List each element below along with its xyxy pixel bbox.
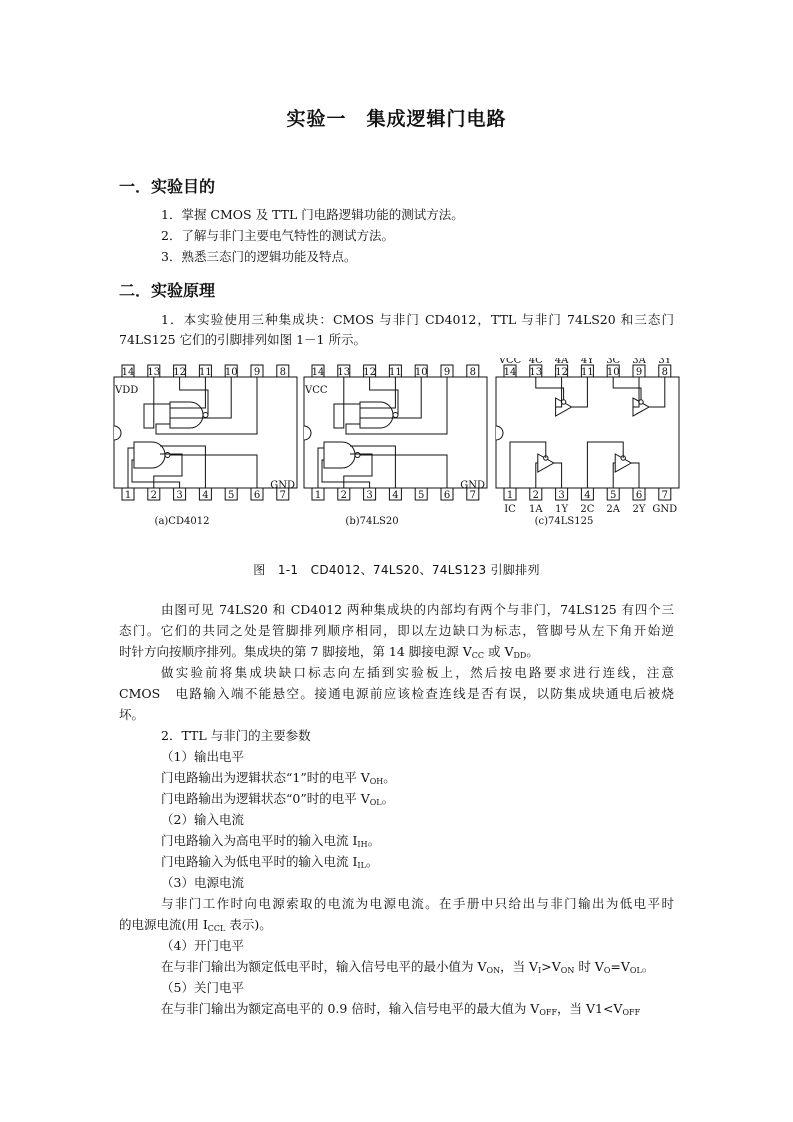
page-title: 实验一 集成逻辑门电路: [286, 108, 507, 130]
pin-number: 8: [469, 367, 476, 378]
pin-number: 13: [147, 367, 161, 378]
subscript-ol: OL: [629, 966, 642, 975]
param2-line-b: [161, 854, 378, 870]
inversion-bubble: [203, 413, 208, 418]
para2-line-3: 坏。: [119, 707, 145, 722]
pin-number: 7: [661, 490, 668, 501]
subscript-ih: IH: [357, 840, 368, 849]
wire: [572, 377, 588, 407]
subscript-ol: OL: [369, 798, 382, 807]
pin-label: 4C: [528, 358, 543, 366]
wire: [536, 377, 564, 400]
subscript-off: OFF: [539, 1008, 557, 1017]
para1-line-3-end: 。: [526, 644, 539, 659]
subscript-dd: DD: [513, 651, 527, 660]
param3-l2-end: 表示)。: [225, 917, 272, 932]
pin-number: 10: [606, 367, 620, 378]
subscript-i: I: [538, 966, 542, 975]
pin-number: 1: [506, 490, 514, 501]
supply-label: VDD: [115, 385, 139, 396]
pin-number: 3: [176, 490, 183, 501]
pin-number: 10: [224, 367, 238, 378]
para2-line-2: CMOS 电路输入端不能悬空。接通电源前应该检查连线是否有误，以防集成块通电后被烧: [119, 686, 674, 701]
subscript-ccl: CCL: [207, 924, 226, 933]
param1-title: （1）输出电平: [161, 749, 244, 764]
pin-number: 11: [581, 367, 594, 378]
pin-number: 5: [418, 490, 425, 501]
section-heading-objectives: 一．实验目的: [119, 177, 216, 196]
param2-title: （2）输入电流: [161, 812, 244, 827]
period: 。: [367, 833, 381, 848]
inversion-bubble: [165, 453, 170, 458]
param1-b-text: 门电路输出为逻辑状态“0”时的电平 V: [161, 791, 370, 806]
pin-number: 8: [661, 367, 668, 378]
intro-line-1: 1．本实验使用三种集成块：CMOS 与非门 CD4012，TTL 与非门 74LS20 和三态门: [161, 312, 674, 327]
param1-a-text: 门电路输出为逻辑状态“1”时的电平 V: [161, 770, 370, 785]
param2-a-text: 门电路输入为高电平时的输入电流 I: [161, 833, 358, 848]
param3-line-2: [119, 917, 272, 933]
pin-number: 3: [366, 490, 373, 501]
objective-item-2: 2．了解与非门主要电气特性的测试方法。: [161, 228, 394, 243]
chip-caption: (a)CD4012: [154, 516, 210, 527]
pin-number: 14: [121, 367, 135, 378]
period: 。: [365, 854, 379, 869]
pin-number: 13: [529, 367, 543, 378]
period: 。: [381, 791, 395, 806]
pin-number: 12: [363, 367, 376, 378]
param4-text-5: =V: [610, 959, 630, 974]
pin-number: 8: [279, 367, 286, 378]
subscript-il: IL: [357, 861, 366, 870]
pin-number: 11: [199, 367, 212, 378]
pin-number: 11: [389, 367, 402, 378]
param2-b-text: 门电路输入为低电平时的输入电流 I: [161, 854, 358, 869]
chip-74ls20: [304, 365, 487, 527]
param4-end: 。: [641, 959, 655, 974]
param1-line-b: [161, 791, 394, 807]
para1-line-2: 态门。它们的共同之处是管脚排列顺序相同，即以左边缺口为标志，管脚号从左下角开始逆: [119, 623, 674, 638]
pin-label: 4A: [554, 358, 569, 366]
objective-item-1: 1．掌握 CMOS 及 TTL 门电路逻辑功能的测试方法。: [161, 207, 464, 222]
param4-text: 在与非门输出为额定低电平时，输入信号电平的最小值为 V: [161, 959, 487, 974]
pin-label: VCC: [498, 358, 522, 366]
para1-line-3-text: 时针方向按顺序排列。集成块的第 7 脚接地，第 14 脚接电源 V: [119, 644, 472, 659]
param1-line-a: [161, 770, 396, 786]
subscript-on: ON: [560, 966, 575, 975]
period: 。: [383, 770, 396, 785]
pin-label: 2C: [580, 504, 595, 515]
pinout-figure: [113, 358, 683, 530]
pin-number: 4: [584, 490, 591, 501]
pin-number: 6: [253, 490, 261, 501]
pin-number: 2: [150, 490, 157, 501]
pin-label: 2Y: [632, 504, 646, 515]
param5-text: 在与非门输出为额定高电平的 0.9 倍时，输入信号电平的最大值为 V: [161, 1001, 540, 1016]
chip-caption: (b)74LS20: [345, 516, 399, 527]
para1-line-3-or: 或 V: [484, 644, 514, 659]
param4-title: （4）开门电平: [161, 938, 244, 953]
param5-title: （5）关门电平: [161, 980, 244, 995]
param4-text-3: >V: [541, 959, 561, 974]
pin-number: 4: [202, 490, 209, 501]
nand-gate: [170, 402, 203, 428]
pin-number: 9: [253, 367, 261, 378]
pin-number: 7: [279, 490, 286, 501]
param4-line: [161, 959, 654, 975]
param4-text-4: 时 V: [574, 959, 604, 974]
ground-label: GND: [270, 480, 295, 491]
chip-notch: [304, 426, 311, 440]
pin-number: 2: [340, 490, 347, 501]
param5-text-2: ，当 V1<V: [557, 1001, 623, 1016]
chip-notch: [496, 426, 503, 440]
pinout-diagram: [113, 358, 683, 530]
pin-number: 6: [443, 490, 451, 501]
pin-number: 5: [228, 490, 235, 501]
pin-number: 14: [311, 367, 325, 378]
wire: [554, 463, 562, 488]
pin-number: 1: [314, 490, 322, 501]
subscript-cc: CC: [471, 651, 485, 660]
subscript-oh: OH: [369, 777, 384, 786]
param4-text-2: ，当 V: [500, 959, 539, 974]
pin-number: 12: [555, 367, 568, 378]
pin-number: 4: [392, 490, 399, 501]
pin-label: IC: [504, 504, 516, 515]
section-heading-principles: 二．实验原理: [119, 281, 216, 300]
para2-line-1: 做实验前将集成块缺口标志向左插到实验板上，然后按电路要求进行连线，注意: [161, 665, 674, 680]
pin-number: 2: [532, 490, 539, 501]
pin-number: 12: [173, 367, 186, 378]
pin-number: 9: [443, 367, 451, 378]
wire: [144, 377, 170, 428]
param5-line: [161, 1001, 640, 1017]
pin-label: 1Y: [555, 504, 569, 515]
pin-label: 3C: [606, 358, 621, 366]
pin-number: 6: [635, 490, 643, 501]
pin-label: 3Y: [658, 358, 672, 366]
pin-label: 2A: [606, 504, 620, 515]
wire: [613, 377, 641, 400]
inversion-bubble: [393, 413, 398, 418]
pin-label: 4Y: [580, 358, 594, 366]
pin-label: 3A: [632, 358, 646, 366]
subscript-o: O: [603, 966, 611, 975]
wire: [170, 455, 257, 488]
figure-caption: 图 1-1 CD4012、74LS20、74LS123 引脚排列: [253, 563, 540, 577]
para1-line-3: [119, 644, 539, 660]
wire: [631, 463, 639, 488]
pin-label: GND: [652, 504, 678, 515]
param3-title: （3）电源电流: [161, 875, 244, 890]
subscript-off: OFF: [622, 1008, 641, 1017]
wire: [360, 455, 447, 488]
subscript-on: ON: [486, 966, 501, 975]
chip-74ls125: [496, 358, 679, 527]
param2-line-a: [161, 833, 380, 849]
pin-number: 1: [124, 490, 132, 501]
para1-line-1: 由图可见 74LS20 和 CD4012 两种集成块的内部均有两个与非门，74LS125 有四个三: [161, 602, 674, 617]
intro-line-2: 74LS125 它们的引脚排列如图 1－1 所示。: [119, 332, 366, 347]
wire: [649, 377, 665, 407]
inversion-bubble: [355, 453, 360, 458]
pin-number: 14: [503, 367, 517, 378]
pin-label: 1A: [529, 504, 543, 515]
pin-number: 13: [337, 367, 351, 378]
nand-gate: [360, 402, 393, 428]
pin-number: 3: [558, 490, 565, 501]
pin-number: 5: [610, 490, 617, 501]
pin-number: 10: [414, 367, 428, 378]
ground-label: GND: [460, 480, 485, 491]
pin-number: 9: [635, 367, 643, 378]
param3-l2-text: 的电源电流(用 I: [119, 917, 208, 932]
objective-item-3: 3．熟悉三态门的逻辑功能及特点。: [161, 249, 357, 264]
pin-number: 7: [469, 490, 476, 501]
chip-caption: (c)74LS125: [534, 516, 594, 527]
chip-notch: [114, 426, 121, 440]
param3-line-1: 与非门工作时向电源索取的电流为电源电流。在手册中只给出与非门输出为低电平时: [161, 896, 674, 911]
wire: [334, 377, 360, 428]
params-heading: 2．TTL 与非门的主要参数: [161, 728, 311, 743]
supply-label: VCC: [305, 385, 328, 396]
chip-cd4012: [114, 365, 297, 527]
